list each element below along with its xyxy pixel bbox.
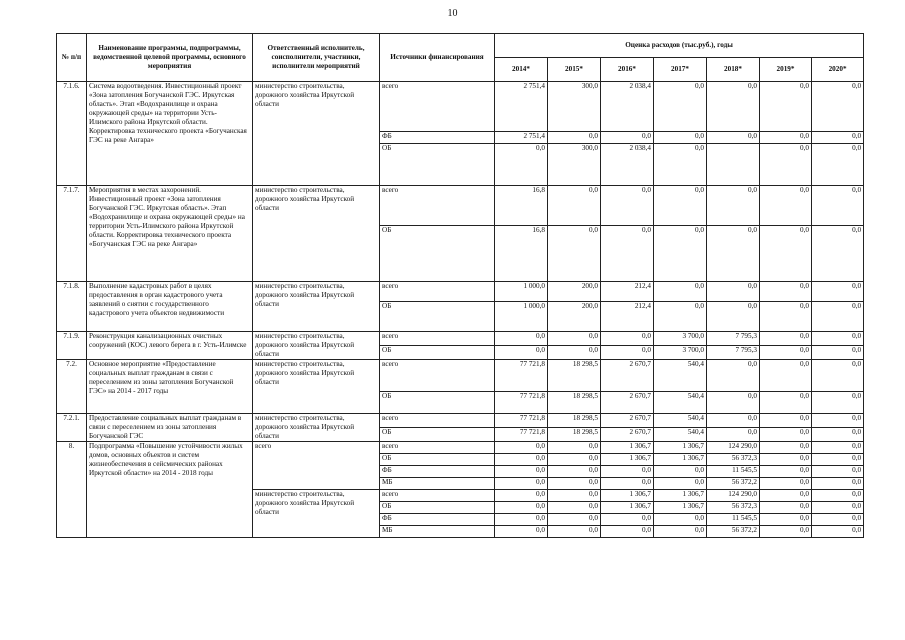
funding-source: ФБ xyxy=(380,514,495,526)
amount-cell: 0,0 xyxy=(760,144,812,186)
header-year: 2016* xyxy=(601,58,654,82)
amount-cell: 18 298,5 xyxy=(548,360,601,392)
funding-source: всего xyxy=(380,442,495,454)
amount-cell: 7 795,3 xyxy=(707,332,760,346)
amount-cell: 0,0 xyxy=(548,132,601,144)
executor-cell: министерство строительства, дорожного хозяйства Иркутской области xyxy=(253,282,380,332)
amount-cell: 300,0 xyxy=(548,82,601,132)
amount-cell: 0,0 xyxy=(654,514,707,526)
amount-cell: 2 038,4 xyxy=(601,82,654,132)
table-row xyxy=(57,186,864,226)
amount-cell: 0,0 xyxy=(654,144,707,186)
amount-cell: 11 545,5 xyxy=(707,466,760,478)
amount-cell: 0,0 xyxy=(601,466,654,478)
funding-source: ОБ xyxy=(380,454,495,466)
amount-cell: 0,0 xyxy=(654,226,707,282)
amount-cell: 0,0 xyxy=(760,466,812,478)
header-year: 2018* xyxy=(707,58,760,82)
amount-cell: 300,0 xyxy=(548,144,601,186)
funding-source: МБ xyxy=(380,478,495,490)
header-year: 2017* xyxy=(654,58,707,82)
amount-cell: 56 372,3 xyxy=(707,502,760,514)
amount-cell: 0,0 xyxy=(548,442,601,454)
amount-cell: 0,0 xyxy=(707,302,760,332)
amount-cell: 0,0 xyxy=(760,526,812,538)
amount-cell: 0,0 xyxy=(812,514,864,526)
amount-cell: 18 298,5 xyxy=(548,392,601,414)
amount-cell: 0,0 xyxy=(812,442,864,454)
executor-cell: министерство строительства, дорожного хозяйства Иркутской области xyxy=(253,490,380,538)
table-row xyxy=(57,282,864,302)
executor-cell: министерство строительства, дорожного хозяйства Иркутской области xyxy=(253,414,380,442)
amount-cell: 0,0 xyxy=(812,332,864,346)
executor-cell: министерство строительства, дорожного хозяйства Иркутской области xyxy=(253,82,380,186)
funding-source: всего xyxy=(380,332,495,346)
amount-cell: 0,0 xyxy=(812,478,864,490)
funding-source: всего xyxy=(380,82,495,132)
amount-cell: 0,0 xyxy=(654,132,707,144)
amount-cell: 0,0 xyxy=(812,414,864,428)
amount-cell: 0,0 xyxy=(760,502,812,514)
funding-source: ФБ xyxy=(380,132,495,144)
amount-cell: 0,0 xyxy=(495,490,548,502)
amount-cell: 0,0 xyxy=(707,186,760,226)
amount-cell: 0,0 xyxy=(601,132,654,144)
amount-cell: 540,4 xyxy=(654,414,707,428)
header-estimate: Оценка расходов (тыс.руб.), годы xyxy=(495,34,864,58)
amount-cell: 1 306,7 xyxy=(654,490,707,502)
amount-cell: 0,0 xyxy=(760,302,812,332)
amount-cell: 2 751,4 xyxy=(495,82,548,132)
amount-cell: 0,0 xyxy=(812,226,864,282)
amount-cell: 1 306,7 xyxy=(654,502,707,514)
header-year: 2014* xyxy=(495,58,548,82)
program-name: Предоставление социальных выплат гражданам в связи с переселением из зоны затопления Богучанской ГЭС xyxy=(87,414,253,442)
amount-cell: 0,0 xyxy=(654,526,707,538)
program-name: Основное мероприятие «Предоставление социальных выплат гражданам в связи с переселением из зоны затопления Богучанской ГЭС» на 2014 - 2017 годы xyxy=(87,360,253,414)
amount-cell: 0,0 xyxy=(760,392,812,414)
amount-cell: 0,0 xyxy=(707,360,760,392)
amount-cell: 0,0 xyxy=(707,82,760,132)
funding-source: ФБ xyxy=(380,466,495,478)
row-number: 7.1.7. xyxy=(57,186,87,282)
funding-source: всего xyxy=(380,490,495,502)
amount-cell xyxy=(707,144,760,186)
amount-cell: 200,0 xyxy=(548,282,601,302)
amount-cell: 540,4 xyxy=(654,428,707,442)
amount-cell: 0,0 xyxy=(760,514,812,526)
executor-cell: министерство строительства, дорожного хозяйства Иркутской области xyxy=(253,360,380,414)
executor-cell: всего xyxy=(253,442,380,490)
amount-cell: 124 290,0 xyxy=(707,442,760,454)
amount-cell: 0,0 xyxy=(760,332,812,346)
program-name: Мероприятия в местах захоронений. Инвестиционный проект «Зона затопления Богучанской ГЭС. Иркутская область». Этап «Водохранилище и охрана окружающей среды» на территории Усть-Илимского района Иркутской области. Корректировка технического проекта «Богучанская ГЭС на реке Ангара» xyxy=(87,186,253,282)
amount-cell: 0,0 xyxy=(548,490,601,502)
amount-cell: 0,0 xyxy=(812,186,864,226)
amount-cell: 0,0 xyxy=(654,478,707,490)
amount-cell: 0,0 xyxy=(654,82,707,132)
amount-cell: 0,0 xyxy=(812,428,864,442)
amount-cell: 0,0 xyxy=(601,346,654,360)
funding-source: ОБ xyxy=(380,392,495,414)
program-name: Выполнение кадастровых работ в целях предоставления в орган кадастрового учета заявлений о снятии с государственного кадастрового учета объектов недвижимости xyxy=(87,282,253,332)
amount-cell: 0,0 xyxy=(495,526,548,538)
amount-cell: 18 298,5 xyxy=(548,428,601,442)
amount-cell: 0,0 xyxy=(812,82,864,132)
amount-cell: 0,0 xyxy=(812,502,864,514)
amount-cell: 2 670,7 xyxy=(601,392,654,414)
amount-cell: 0,0 xyxy=(601,226,654,282)
amount-cell: 1 306,7 xyxy=(601,454,654,466)
amount-cell: 0,0 xyxy=(548,346,601,360)
amount-cell: 2 670,7 xyxy=(601,360,654,392)
amount-cell: 0,0 xyxy=(812,302,864,332)
header-name: Наименование программы, подпрограммы, ведомственной целевой программы, основного мероприятия xyxy=(87,34,253,82)
amount-cell: 0,0 xyxy=(707,414,760,428)
amount-cell: 0,0 xyxy=(601,186,654,226)
funding-source: ОБ xyxy=(380,502,495,514)
funding-source: всего xyxy=(380,186,495,226)
amount-cell: 3 700,0 xyxy=(654,332,707,346)
amount-cell: 0,0 xyxy=(495,442,548,454)
table-row xyxy=(57,360,864,392)
funding-source: всего xyxy=(380,360,495,392)
expenditure-table xyxy=(56,33,864,538)
amount-cell: 0,0 xyxy=(548,466,601,478)
funding-source: ОБ xyxy=(380,428,495,442)
amount-cell: 0,0 xyxy=(495,346,548,360)
amount-cell: 0,0 xyxy=(495,332,548,346)
amount-cell: 56 372,3 xyxy=(707,454,760,466)
amount-cell: 0,0 xyxy=(760,82,812,132)
amount-cell: 77 721,8 xyxy=(495,360,548,392)
executor-cell: министерство строительства, дорожного хозяйства Иркутской области xyxy=(253,332,380,360)
row-number: 7.2.1. xyxy=(57,414,87,442)
amount-cell: 11 545,5 xyxy=(707,514,760,526)
amount-cell: 0,0 xyxy=(812,132,864,144)
amount-cell: 1 000,0 xyxy=(495,302,548,332)
amount-cell: 0,0 xyxy=(707,132,760,144)
funding-source: всего xyxy=(380,414,495,428)
amount-cell: 0,0 xyxy=(548,526,601,538)
header-no: № п/п xyxy=(57,34,87,82)
amount-cell: 2 670,7 xyxy=(601,428,654,442)
amount-cell: 77 721,8 xyxy=(495,392,548,414)
amount-cell: 0,0 xyxy=(760,186,812,226)
amount-cell: 1 306,7 xyxy=(601,442,654,454)
amount-cell: 540,4 xyxy=(654,392,707,414)
row-number: 7.1.8. xyxy=(57,282,87,332)
amount-cell: 3 700,0 xyxy=(654,346,707,360)
page-number: 10 xyxy=(447,8,458,19)
amount-cell: 0,0 xyxy=(495,502,548,514)
header-executor: Ответственный исполнитель, соисполнители, участники, исполнители мероприятий xyxy=(253,34,380,82)
amount-cell: 212,4 xyxy=(601,302,654,332)
table-row xyxy=(57,442,864,454)
amount-cell: 0,0 xyxy=(760,360,812,392)
amount-cell: 2 038,4 xyxy=(601,144,654,186)
amount-cell: 2 751,4 xyxy=(495,132,548,144)
amount-cell: 1 306,7 xyxy=(601,490,654,502)
program-name: Подпрограмма «Повышение устойчивости жилых домов, основных объектов и систем жизнеобеспечения в сейсмических районах Иркутской области» на 2014 - 2018 годы xyxy=(87,442,253,538)
amount-cell: 0,0 xyxy=(654,186,707,226)
amount-cell: 56 372,2 xyxy=(707,526,760,538)
row-number: 8. xyxy=(57,442,87,538)
header-source: Источники финансирования xyxy=(380,34,495,82)
amount-cell: 77 721,8 xyxy=(495,428,548,442)
row-number: 7.1.9. xyxy=(57,332,87,360)
funding-source: всего xyxy=(380,282,495,302)
amount-cell: 0,0 xyxy=(760,346,812,360)
amount-cell: 2 670,7 xyxy=(601,414,654,428)
amount-cell: 0,0 xyxy=(707,392,760,414)
amount-cell: 1 000,0 xyxy=(495,282,548,302)
executor-cell: министерство строительства, дорожного хозяйства Иркутской области xyxy=(253,186,380,282)
amount-cell: 1 306,7 xyxy=(654,454,707,466)
program-name: Система водоотведения. Инвестиционный проект «Зона затопления Богучанской ГЭС. Иркутская область». Этап «Водохранилище и охрана окружающей среды» на территории Усть-Илимского района Иркутской области. Корректировка технического проекта «Богучанская ГЭС на реке Ангара» xyxy=(87,82,253,186)
amount-cell: 200,0 xyxy=(548,302,601,332)
amount-cell: 0,0 xyxy=(548,186,601,226)
table-row xyxy=(57,332,864,346)
amount-cell: 0,0 xyxy=(548,514,601,526)
amount-cell: 0,0 xyxy=(654,302,707,332)
amount-cell: 0,0 xyxy=(812,490,864,502)
amount-cell: 0,0 xyxy=(812,526,864,538)
amount-cell: 0,0 xyxy=(707,282,760,302)
amount-cell: 7 795,3 xyxy=(707,346,760,360)
amount-cell: 0,0 xyxy=(707,226,760,282)
amount-cell: 77 721,8 xyxy=(495,414,548,428)
funding-source: ОБ xyxy=(380,226,495,282)
amount-cell: 0,0 xyxy=(760,442,812,454)
amount-cell: 0,0 xyxy=(495,514,548,526)
amount-cell: 0,0 xyxy=(548,226,601,282)
header-year: 2015* xyxy=(548,58,601,82)
amount-cell: 0,0 xyxy=(654,282,707,302)
amount-cell: 0,0 xyxy=(601,514,654,526)
program-name: Реконструкция канализационных очистных сооружений (КОС) левого берега в г. Усть-Илимске xyxy=(87,332,253,360)
amount-cell: 16,8 xyxy=(495,186,548,226)
amount-cell: 0,0 xyxy=(707,428,760,442)
amount-cell: 0,0 xyxy=(601,478,654,490)
header-year: 2020* xyxy=(812,58,864,82)
amount-cell: 0,0 xyxy=(812,144,864,186)
amount-cell: 0,0 xyxy=(548,332,601,346)
amount-cell: 0,0 xyxy=(548,502,601,514)
row-number: 7.2. xyxy=(57,360,87,414)
amount-cell: 0,0 xyxy=(760,282,812,302)
funding-source: МБ xyxy=(380,526,495,538)
amount-cell: 1 306,7 xyxy=(601,502,654,514)
amount-cell: 0,0 xyxy=(495,454,548,466)
amount-cell: 1 306,7 xyxy=(654,442,707,454)
table-row xyxy=(57,82,864,132)
table-row xyxy=(57,414,864,428)
amount-cell: 0,0 xyxy=(812,454,864,466)
row-number: 7.1.6. xyxy=(57,82,87,186)
amount-cell: 0,0 xyxy=(760,428,812,442)
amount-cell: 0,0 xyxy=(495,144,548,186)
amount-cell: 0,0 xyxy=(760,478,812,490)
amount-cell: 124 290,0 xyxy=(707,490,760,502)
amount-cell: 0,0 xyxy=(812,360,864,392)
amount-cell: 0,0 xyxy=(495,466,548,478)
amount-cell: 0,0 xyxy=(760,226,812,282)
amount-cell: 0,0 xyxy=(760,454,812,466)
funding-source: ОБ xyxy=(380,302,495,332)
amount-cell: 0,0 xyxy=(812,466,864,478)
amount-cell: 0,0 xyxy=(654,466,707,478)
table-body xyxy=(57,82,864,538)
amount-cell: 0,0 xyxy=(812,282,864,302)
amount-cell: 0,0 xyxy=(812,392,864,414)
amount-cell: 0,0 xyxy=(760,132,812,144)
funding-source: ОБ xyxy=(380,144,495,186)
amount-cell: 0,0 xyxy=(760,414,812,428)
amount-cell: 0,0 xyxy=(601,332,654,346)
amount-cell: 0,0 xyxy=(548,454,601,466)
amount-cell: 540,4 xyxy=(654,360,707,392)
amount-cell: 56 372,2 xyxy=(707,478,760,490)
amount-cell: 16,8 xyxy=(495,226,548,282)
header-year: 2019* xyxy=(760,58,812,82)
amount-cell: 212,4 xyxy=(601,282,654,302)
amount-cell: 0,0 xyxy=(548,478,601,490)
funding-source: ОБ xyxy=(380,346,495,360)
amount-cell: 18 298,5 xyxy=(548,414,601,428)
amount-cell: 0,0 xyxy=(760,490,812,502)
amount-cell: 0,0 xyxy=(812,346,864,360)
amount-cell: 0,0 xyxy=(601,526,654,538)
amount-cell: 0,0 xyxy=(495,478,548,490)
